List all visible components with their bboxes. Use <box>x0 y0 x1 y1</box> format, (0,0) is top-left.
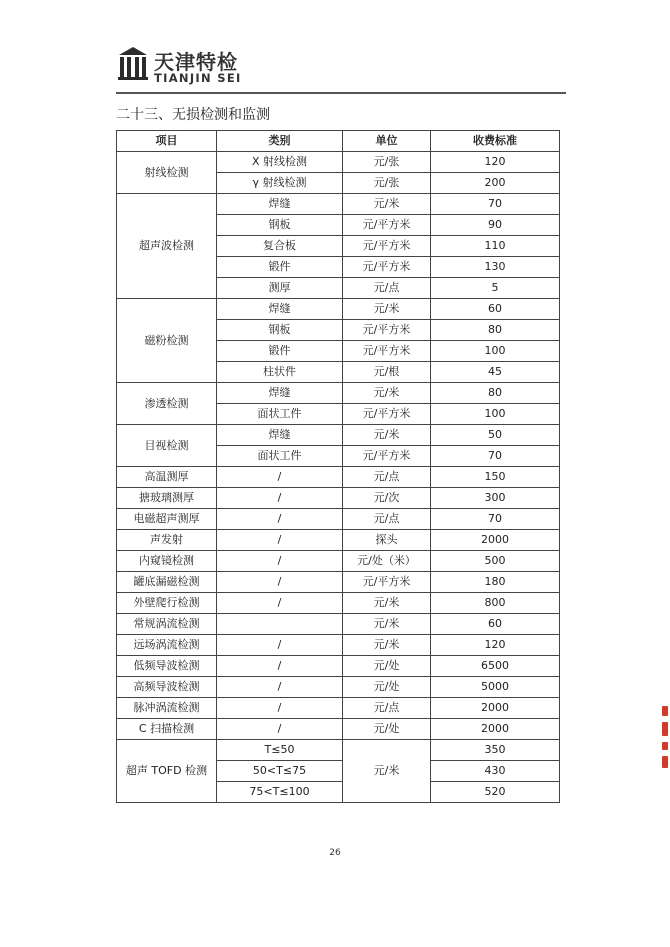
cell-item: 高频导波检测 <box>117 677 217 698</box>
cell-unit: 元/米 <box>343 194 431 215</box>
cell-category: / <box>217 488 343 509</box>
table-row <box>117 299 560 320</box>
table-row <box>117 614 560 635</box>
table-row <box>117 656 560 677</box>
cell-fee: 60 <box>431 614 560 635</box>
cell-category: 面状工件 <box>217 404 343 425</box>
column-header-unit: 单位 <box>343 131 431 152</box>
cell-fee: 150 <box>431 467 560 488</box>
cell-category: 焊缝 <box>217 194 343 215</box>
cell-category: / <box>217 551 343 572</box>
cell-category: 50<T≤75 <box>217 761 343 782</box>
cell-item: 内窥镜检测 <box>117 551 217 572</box>
page-header <box>116 42 566 94</box>
cell-fee: 80 <box>431 383 560 404</box>
table-row <box>117 383 560 404</box>
cell-unit: 元/平方米 <box>343 236 431 257</box>
cell-unit: 元/米 <box>343 425 431 446</box>
company-name-en: TIANJIN SEI <box>154 71 242 85</box>
cell-category: 面状工件 <box>217 446 343 467</box>
cell-unit: 元/米 <box>343 593 431 614</box>
cell-fee: 800 <box>431 593 560 614</box>
cell-unit: 元/平方米 <box>343 257 431 278</box>
cell-unit: 元/平方米 <box>343 572 431 593</box>
cell-unit: 元/点 <box>343 698 431 719</box>
cell-fee: 430 <box>431 761 560 782</box>
cell-unit: 元/米 <box>343 740 431 803</box>
cell-category: 测厚 <box>217 278 343 299</box>
table-row <box>117 593 560 614</box>
cell-category: 复合板 <box>217 236 343 257</box>
cell-fee: 2000 <box>431 719 560 740</box>
cell-category: X 射线检测 <box>217 152 343 173</box>
cell-item: 远场涡流检测 <box>117 635 217 656</box>
column-header-category: 类别 <box>217 131 343 152</box>
table-row <box>117 698 560 719</box>
table-row <box>117 572 560 593</box>
cell-unit: 元/处 <box>343 656 431 677</box>
table-row <box>117 719 560 740</box>
cell-item: 罐底漏磁检测 <box>117 572 217 593</box>
cell-item: C 扫描检测 <box>117 719 217 740</box>
cell-fee: 100 <box>431 341 560 362</box>
table-row <box>117 425 560 446</box>
cell-fee: 120 <box>431 152 560 173</box>
cell-unit: 探头 <box>343 530 431 551</box>
cell-fee: 70 <box>431 446 560 467</box>
table-row <box>117 635 560 656</box>
red-seal-stamp-edge <box>662 700 670 790</box>
table-row <box>117 509 560 530</box>
cell-fee: 6500 <box>431 656 560 677</box>
cell-unit: 元/张 <box>343 152 431 173</box>
fee-table <box>116 130 560 803</box>
cell-category <box>217 614 343 635</box>
table-row <box>117 467 560 488</box>
cell-item: 射线检测 <box>117 152 217 194</box>
table-row <box>117 152 560 173</box>
cell-unit: 元/处（米） <box>343 551 431 572</box>
cell-fee: 130 <box>431 257 560 278</box>
cell-category: 焊缝 <box>217 299 343 320</box>
company-name-cn: 天津特检 <box>154 50 238 74</box>
table-row <box>117 551 560 572</box>
cell-item: 超声波检测 <box>117 194 217 299</box>
cell-category: 焊缝 <box>217 425 343 446</box>
cell-category: γ 射线检测 <box>217 173 343 194</box>
cell-category: 75<T≤100 <box>217 782 343 803</box>
cell-category: / <box>217 656 343 677</box>
table-header-row <box>117 131 560 152</box>
cell-fee: 120 <box>431 635 560 656</box>
fee-table-body <box>117 152 560 803</box>
cell-unit: 元/米 <box>343 383 431 404</box>
cell-fee: 180 <box>431 572 560 593</box>
table-row <box>117 677 560 698</box>
column-header-item: 项目 <box>117 131 217 152</box>
column-header-fee: 收费标准 <box>431 131 560 152</box>
cell-item: 脉冲涡流检测 <box>117 698 217 719</box>
cell-item: 超声 TOFD 检测 <box>117 740 217 803</box>
cell-item: 目视检测 <box>117 425 217 467</box>
cell-fee: 300 <box>431 488 560 509</box>
cell-category: 锻件 <box>217 341 343 362</box>
cell-category: / <box>217 593 343 614</box>
table-row <box>117 194 560 215</box>
cell-category: 锻件 <box>217 257 343 278</box>
cell-unit: 元/米 <box>343 299 431 320</box>
cell-category: / <box>217 530 343 551</box>
cell-fee: 50 <box>431 425 560 446</box>
cell-category: / <box>217 572 343 593</box>
cell-fee: 80 <box>431 320 560 341</box>
page-number: 26 <box>329 848 341 858</box>
table-row <box>117 488 560 509</box>
cell-category: 钢板 <box>217 215 343 236</box>
cell-fee: 350 <box>431 740 560 761</box>
cell-item: 搪玻璃测厚 <box>117 488 217 509</box>
cell-item: 磁粉检测 <box>117 299 217 383</box>
header-divider <box>116 92 566 94</box>
cell-unit: 元/根 <box>343 362 431 383</box>
cell-unit: 元/米 <box>343 635 431 656</box>
table-row <box>117 740 560 761</box>
cell-unit: 元/点 <box>343 509 431 530</box>
cell-unit: 元/点 <box>343 467 431 488</box>
cell-unit: 元/平方米 <box>343 215 431 236</box>
cell-fee: 100 <box>431 404 560 425</box>
cell-unit: 元/张 <box>343 173 431 194</box>
cell-item: 电磁超声测厚 <box>117 509 217 530</box>
cell-unit: 元/米 <box>343 614 431 635</box>
cell-fee: 2000 <box>431 698 560 719</box>
cell-fee: 110 <box>431 236 560 257</box>
cell-fee: 5000 <box>431 677 560 698</box>
cell-unit: 元/点 <box>343 278 431 299</box>
cell-category: / <box>217 677 343 698</box>
cell-fee: 2000 <box>431 530 560 551</box>
table-row <box>117 530 560 551</box>
cell-item: 外壁爬行检测 <box>117 593 217 614</box>
cell-fee: 60 <box>431 299 560 320</box>
cell-fee: 90 <box>431 215 560 236</box>
cell-item: 声发射 <box>117 530 217 551</box>
cell-unit: 元/处 <box>343 719 431 740</box>
cell-category: / <box>217 509 343 530</box>
cell-fee: 200 <box>431 173 560 194</box>
cell-item: 常规涡流检测 <box>117 614 217 635</box>
cell-fee: 500 <box>431 551 560 572</box>
building-columns-logo-icon <box>118 46 148 80</box>
section-title: 二十三、无损检测和监测 <box>116 107 270 123</box>
cell-unit: 元/次 <box>343 488 431 509</box>
cell-category: / <box>217 467 343 488</box>
cell-item: 高温测厚 <box>117 467 217 488</box>
cell-category: 焊缝 <box>217 383 343 404</box>
cell-category: / <box>217 719 343 740</box>
cell-category: 钢板 <box>217 320 343 341</box>
cell-unit: 元/平方米 <box>343 320 431 341</box>
cell-unit: 元/处 <box>343 677 431 698</box>
cell-item: 渗透检测 <box>117 383 217 425</box>
cell-category: / <box>217 635 343 656</box>
cell-fee: 45 <box>431 362 560 383</box>
cell-item: 低频导波检测 <box>117 656 217 677</box>
cell-fee: 520 <box>431 782 560 803</box>
cell-category: / <box>217 698 343 719</box>
cell-category: T≤50 <box>217 740 343 761</box>
cell-unit: 元/平方米 <box>343 446 431 467</box>
cell-category: 柱状件 <box>217 362 343 383</box>
cell-fee: 5 <box>431 278 560 299</box>
cell-fee: 70 <box>431 194 560 215</box>
cell-fee: 70 <box>431 509 560 530</box>
cell-unit: 元/平方米 <box>343 341 431 362</box>
cell-unit: 元/平方米 <box>343 404 431 425</box>
